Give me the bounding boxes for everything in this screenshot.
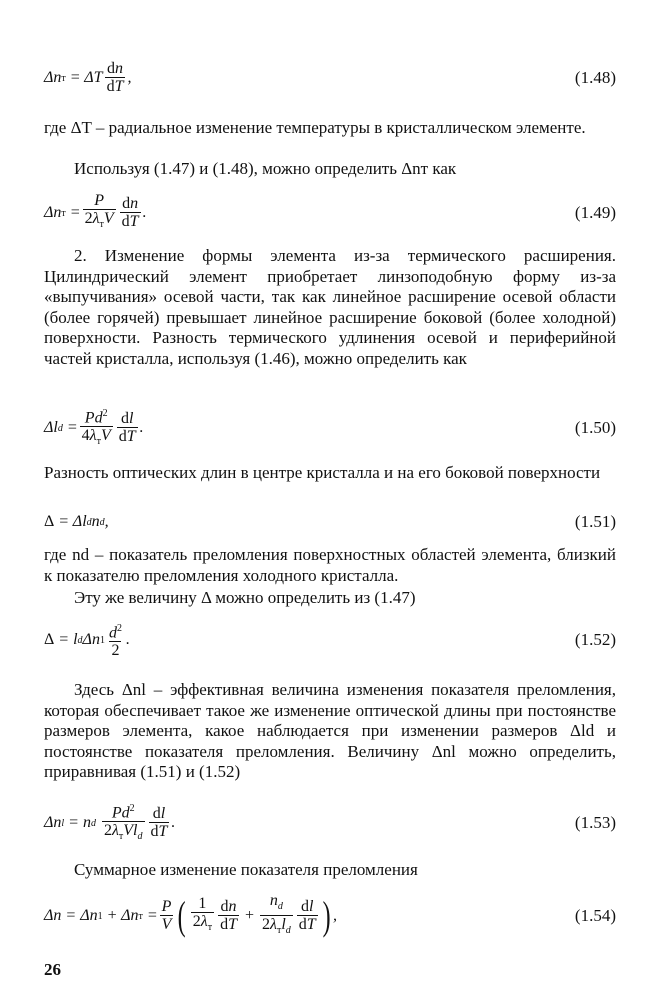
equation-body: Δn т = ΔT $\frac{dn}{dT}$ , <box>44 60 132 95</box>
equation-number: (1.48) <box>574 68 616 87</box>
equation-number: (1.50) <box>574 418 616 438</box>
equation-1-50 <box>44 405 616 452</box>
equation-1-52 <box>44 620 616 660</box>
equation-body: Δ = l d Δn 1 $\frac{d^2}{2}$ . <box>44 623 130 660</box>
paragraph: где ΔT – радиальное изменение температуры в кристаллическом элементе. <box>44 118 586 137</box>
equation-body: Δn = Δn 1 + Δn т = $\frac{P}{V}$ ( $\frac{1}{2\lambda_т}$ $\frac{dn}{dT}$ + $\frac{n_d}{2\lambda_тl_d}$ $\frac{dl}{dT}$ ) , <box>44 892 337 940</box>
equation-body: Δn т = $\frac{P}{2\lambda_тV}$ $\frac{dn}{dT}$ . <box>44 192 147 234</box>
page-number: 26 <box>44 960 61 979</box>
equation-number: (1.52) <box>574 630 616 650</box>
equation-number: (1.49) <box>574 203 616 223</box>
equation-1-51 <box>44 512 616 532</box>
equation-1-54 <box>44 892 616 940</box>
equation-number: (1.51) <box>574 512 616 531</box>
equation-body: Δl d = $\frac{Pd^2}{4\lambda_тV}$ $\frac{dl}{dT}$ . <box>44 405 144 452</box>
equation-number: (1.53) <box>574 813 616 833</box>
paragraph: где nd – показатель преломления поверхностных областей элемента, близкий к показателю преломления холодного кристалла. <box>44 545 616 585</box>
equation-number: (1.54) <box>574 906 616 926</box>
paragraph: Используя (1.47) и (1.48), можно определить Δnт как <box>74 159 457 178</box>
paragraph: Эту же величину Δ можно определить из (1.47) <box>74 588 416 607</box>
equation-1-53 <box>44 800 616 847</box>
paragraph: 2. Изменение формы элемента из-за термического расширения. Цилиндрический элемент приобретает линзоподобную форму из-за «выпучивания» осевой части, так как линейное расширение осевой области (более горячей) превышает линейное расширение боковой (более холодной) поверхности. Разность термического удлинения осевой и периферийной частей кристалла, используя (1.46), можно определить как <box>44 246 616 368</box>
equation-body: Δ = Δl d n d , <box>44 513 109 530</box>
equation-1-48 <box>44 60 616 96</box>
equation-body: Δn l = n d $\frac{Pd^2}{2\lambda_тVl_d}$ $\frac{dl}{dT}$ . <box>44 800 175 847</box>
paragraph: Суммарное изменение показателя преломления <box>74 860 418 879</box>
equation-1-49 <box>44 192 616 234</box>
paragraph: Разность оптических длин в центре кристалла и на его боковой поверхности <box>44 463 601 482</box>
paragraph: Здесь Δnl – эффективная величина изменения показателя преломления, которая обеспечивает такое же изменение оптической длины при постоянстве размеров элемента, какое наблюдается при изменении размеров Δld и постоянстве показателя преломления. Величину Δnl можно определить, приравнивая (1.51) и (1.52) <box>44 680 616 781</box>
